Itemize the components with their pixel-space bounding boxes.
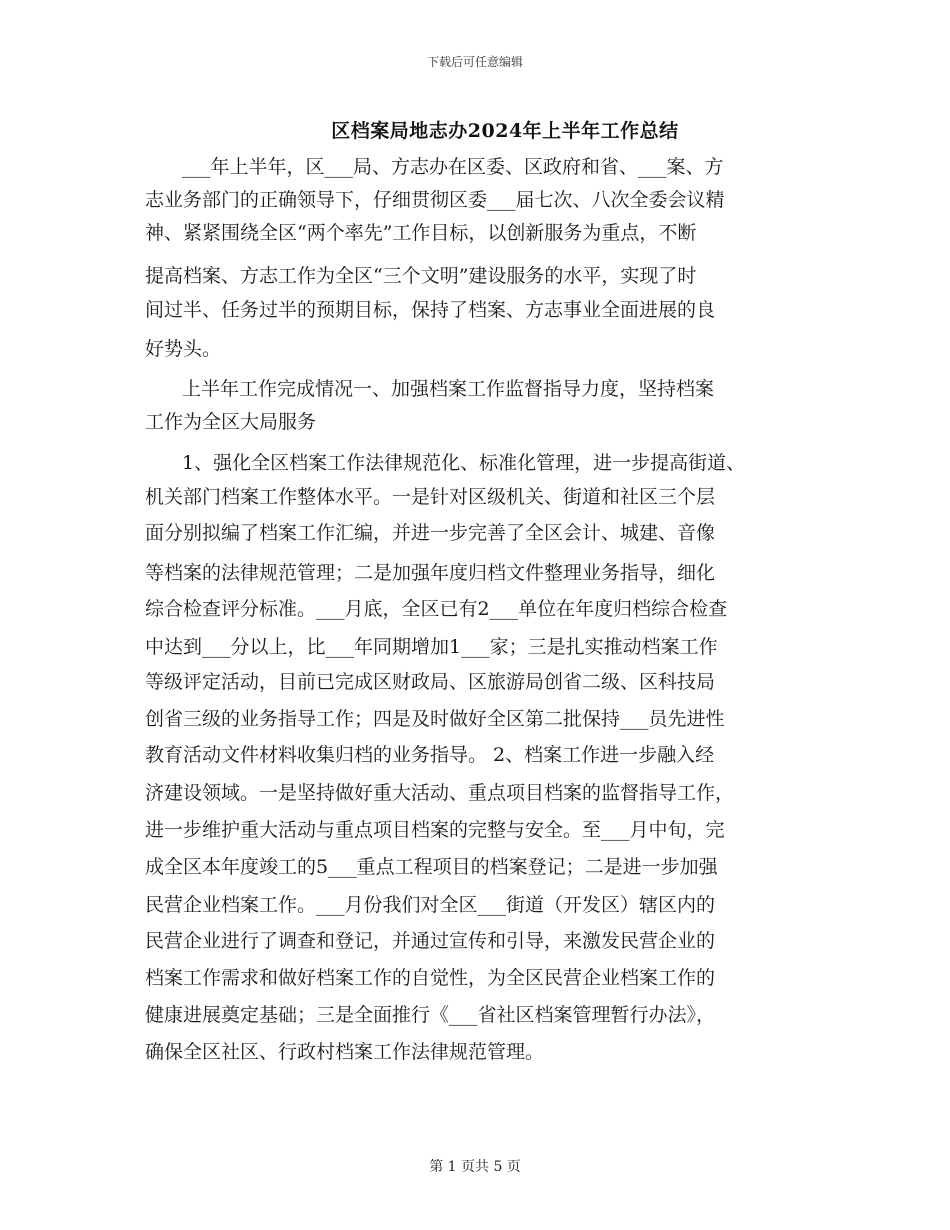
body-line: 进一步维护重大活动与重点项目档案的完整与安全。至___月中旬，完 bbox=[145, 819, 725, 841]
body-line: 1、强化全区档案工作法律规范化、标准化管理，进一步提高街道、 bbox=[182, 452, 746, 474]
body-line: 等级评定活动，目前已完成区财政局、区旅游局创省二级、区科技局 bbox=[145, 671, 716, 693]
body-line: 等档案的法律规范管理；二是加强年度归档文件整理业务指导，细化 bbox=[145, 562, 716, 584]
body-line: 神、紧紧围绕全区“两个率先”工作目标，以创新服务为重点，不断 bbox=[145, 222, 697, 244]
body-line: 中达到___分以上，比___年同期增加1___家；三是扎实推动档案工作 bbox=[145, 636, 718, 658]
body-line: 间过半、任务过半的预期目标，保持了档案、方志事业全面进展的良 bbox=[145, 299, 716, 321]
body-line: 确保全区社区、行政村档案工作法律规范管理。 bbox=[145, 1041, 545, 1063]
body-line: 民营企业档案工作。___月份我们对全区___街道（开发区）辖区内的 bbox=[145, 894, 716, 916]
body-line: 机关部门档案工作整体水平。一是针对区级机关、街道和社区三个层 bbox=[145, 486, 716, 508]
body-line: 面分别拟编了档案工作汇编，并进一步完善了全区会计、城建、音像 bbox=[145, 522, 716, 544]
document-title: 区档案局地志办2024年上半年工作总结 bbox=[331, 120, 679, 142]
body-line: 民营企业进行了调查和登记，并通过宣传和引导，来激发民营企业的 bbox=[145, 930, 716, 952]
body-line: 上半年工作完成情况一、加强档案工作监督指导力度，坚持档案 bbox=[182, 378, 715, 400]
body-line: ___年上半年，区___局、方志办在区委、区政府和省、___案、方 bbox=[182, 156, 724, 178]
page-footer: 第 1 页共 5 页 bbox=[429, 1159, 521, 1175]
body-line: 济建设领域。一是坚持做好重大活动、重点项目档案的监督指导工作， bbox=[145, 782, 735, 804]
body-line: 提高档案、方志工作为全区“三个文明”建设服务的水平，实现了时 bbox=[145, 265, 697, 287]
body-line: 志业务部门的正确领导下，仔细贯彻区委___届七次、八次全委会议精 bbox=[145, 189, 725, 211]
body-line: 创省三级的业务指导工作；四是及时做好全区第二批保持___员先进性 bbox=[145, 708, 725, 730]
body-line: 工作为全区大局服务 bbox=[145, 411, 317, 433]
body-line: 档案工作需求和做好档案工作的自觉性，为全区民营企业档案工作的 bbox=[145, 967, 716, 989]
body-line: 综合检查评分标准。___月底，全区已有2___单位在年度归档综合检查 bbox=[145, 598, 728, 620]
page-header-note: 下载后可任意编辑 bbox=[426, 55, 523, 69]
body-line: 好势头。 bbox=[145, 338, 222, 360]
body-line: 健康进展奠定基础；三是全面推行《___省社区档案管理暂行办法》， bbox=[145, 1004, 716, 1026]
body-line: 成全区本年度竣工的5___重点工程项目的档案登记；二是进一步加强 bbox=[145, 856, 718, 878]
body-line: 教育活动文件材料收集归档的业务指导。 2、档案工作进一步融入经 bbox=[145, 744, 715, 766]
